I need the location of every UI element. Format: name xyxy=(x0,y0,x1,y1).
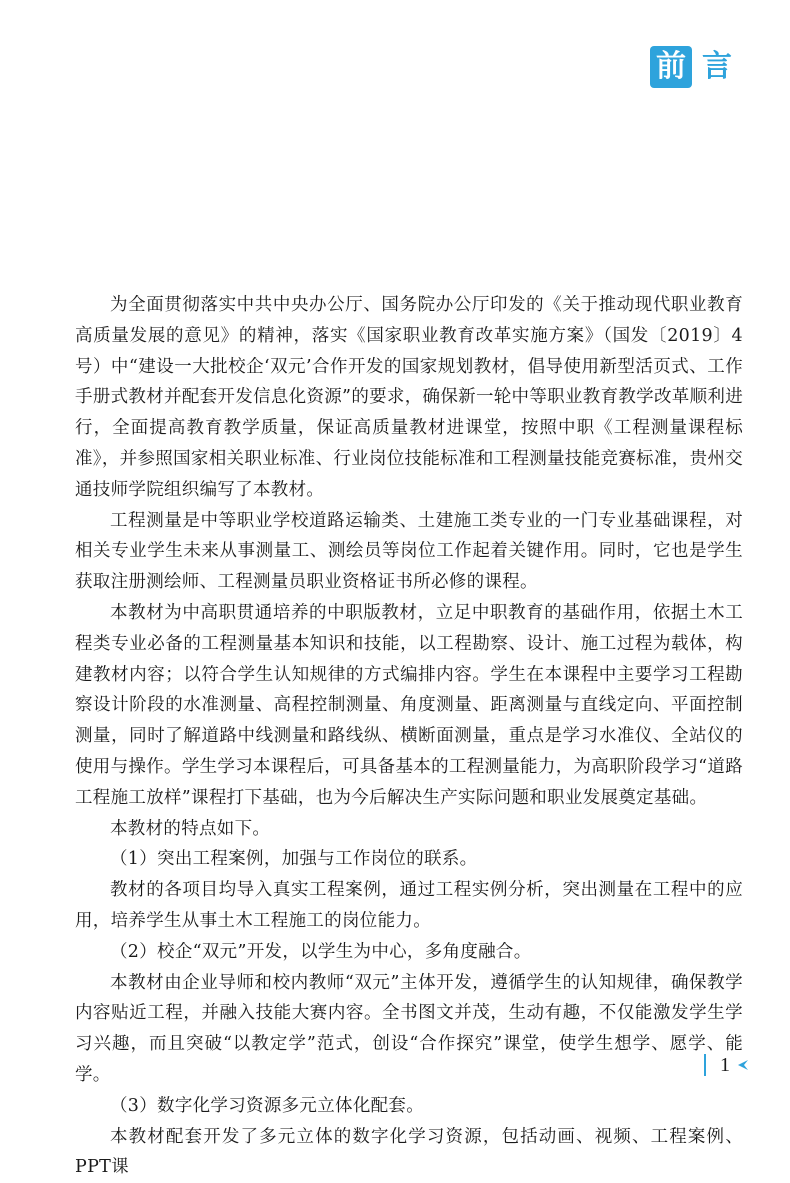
heading-second-char: 言 xyxy=(702,49,732,84)
paragraph: 为全面贯彻落实中共中央办公厅、国务院办公厅印发的《关于推动现代职业教育高质量发展的意见》的精神，落实《国家职业教育改革实施方案》（国发〔2019〕4号）中“建设一大批校企‘双元’合作开发的国家规划教材，倡导使用新型活页式、工作手册式教材并配套开发信息化资源”的要求，确保新一轮中等职业教育教学改革顺利进行，全面提高教育教学质量，保证高质量教材进课堂，按照中职《工程测量课程标准》，并参照国家相关职业标准、行业岗位技能标准和工程测量技能竞赛标准，贵州交通技师学院组织编写了本教材。 xyxy=(75,295,743,500)
paragraph: （2）校企“双元”开发，以学生为中心，多角度融合。 xyxy=(110,941,532,962)
paragraph: 工程测量是中等职业学校道路运输类、土建施工类专业的一门专业基础课程，对相关专业学生未来从事测量工、测绘员等岗位工作起着关键作用。同时，它也是学生获取注册测绘师、工程测量员职业资格证书所必修的课程。 xyxy=(75,510,743,593)
page-heading xyxy=(650,46,732,88)
page-footer xyxy=(704,1052,750,1078)
paragraph: 本教材的特点如下。 xyxy=(110,818,271,839)
paragraph: （1）突出工程案例，加强与工作岗位的联系。 xyxy=(110,849,478,870)
paragraph: 本教材为中高职贯通培养的中职版教材，立足中职教育的基础作用，依据土木工程类专业必备的工程测量基本知识和技能，以工程勘察、设计、施工过程为载体，构建教材内容；以符合学生认知规律的方式编排内容。学生在本课程中主要学习工程勘察设计阶段的水准测量、高程控制测量、角度测量、距离测量与直线定向、平面控制测量，同时了解道路中线测量和路线纵、横断面测量，重点是学习水准仪、全站仪的使用与操作。学生学习本课程后，可具备基本的工程测量能力，为高职阶段学习“道路工程施工放样”课程打下基础，也为今后解决生产实际问题和职业发展奠定基础。 xyxy=(75,602,743,808)
paragraph: 教材的各项目均导入真实工程案例，通过工程实例分析，突出测量在工程中的应用，培养学生从事土木工程施工的岗位能力。 xyxy=(75,880,743,931)
arrow-left-icon xyxy=(736,1058,750,1072)
paragraph: 本教材配套开发了多元立体的数字化学习资源，包括动画、视频、工程案例、PPT课 xyxy=(75,1126,743,1178)
paragraph: 本教材由企业导师和校内教师“双元”主体开发，遵循学生的认知规律，确保教学内容贴近工程，并融入技能大赛内容。全书图文并茂，生动有趣，不仅能激发学生学习兴趣，而且突破“以教定学”范式，创设“合作探究”课堂，使学生想学、愿学、能学。 xyxy=(75,972,743,1085)
page-number: 1 xyxy=(720,1053,730,1076)
paragraph: （3）数字化学习资源多元立体化配套。 xyxy=(110,1095,425,1116)
heading-first-char-box: 前 xyxy=(650,46,692,88)
preface-body xyxy=(75,290,743,1183)
footer-divider xyxy=(704,1054,706,1076)
